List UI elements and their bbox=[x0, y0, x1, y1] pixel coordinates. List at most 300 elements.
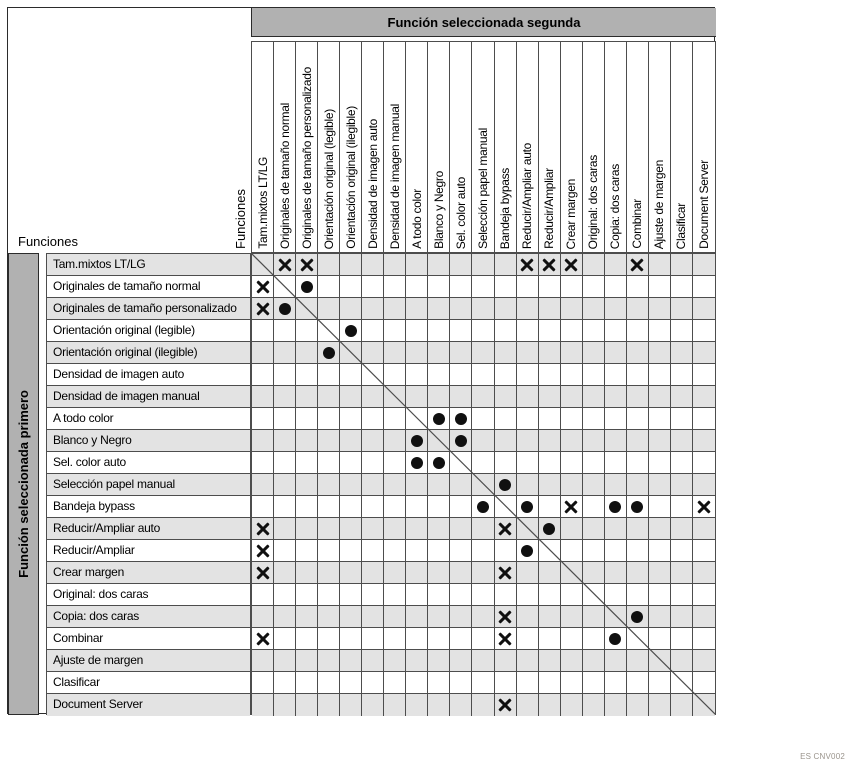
matrix-cell bbox=[472, 386, 494, 408]
matrix-cell bbox=[605, 672, 627, 694]
matrix-cell bbox=[693, 584, 715, 606]
matrix-cell bbox=[428, 672, 450, 694]
matrix-cell bbox=[472, 364, 494, 386]
matrix-cell bbox=[274, 562, 296, 584]
matrix-cell bbox=[252, 650, 274, 672]
matrix-cell bbox=[428, 408, 450, 430]
matrix-cell bbox=[318, 364, 340, 386]
matrix-cell bbox=[362, 562, 384, 584]
column-header bbox=[450, 42, 472, 252]
matrix-cell bbox=[495, 606, 517, 628]
matrix-cell bbox=[583, 452, 605, 474]
matrix-cell bbox=[561, 408, 583, 430]
matrix-cell bbox=[671, 606, 693, 628]
matrix-cell bbox=[428, 496, 450, 518]
matrix-cell bbox=[340, 452, 362, 474]
matrix-cell bbox=[362, 518, 384, 540]
matrix-cell bbox=[517, 474, 539, 496]
matrix-cell bbox=[495, 562, 517, 584]
matrix-cell bbox=[252, 584, 274, 606]
column-header bbox=[296, 42, 318, 252]
matrix-cell bbox=[406, 254, 428, 276]
matrix-cell bbox=[627, 672, 649, 694]
matrix-cell bbox=[296, 430, 318, 452]
matrix-cell bbox=[649, 364, 671, 386]
matrix-cell bbox=[318, 694, 340, 716]
cancels-dot-mark bbox=[631, 501, 643, 513]
matrix-cell bbox=[561, 276, 583, 298]
matrix-cell bbox=[450, 254, 472, 276]
matrix-cell bbox=[252, 452, 274, 474]
matrix-cell bbox=[671, 628, 693, 650]
matrix-cell bbox=[495, 342, 517, 364]
cancels-dot-mark bbox=[631, 611, 643, 623]
matrix-cell bbox=[517, 276, 539, 298]
matrix-cell bbox=[472, 584, 494, 606]
matrix-cell bbox=[517, 298, 539, 320]
row-label: Ajuste de margen bbox=[47, 650, 250, 672]
matrix-cell bbox=[340, 276, 362, 298]
matrix-cell bbox=[252, 694, 274, 716]
row-labels bbox=[46, 253, 251, 715]
matrix-cell bbox=[517, 562, 539, 584]
cancels-dot-mark bbox=[477, 501, 489, 513]
column-header-label: Crear margen bbox=[564, 178, 579, 249]
matrix-cell bbox=[274, 540, 296, 562]
matrix-cell bbox=[296, 628, 318, 650]
matrix-cell bbox=[252, 562, 274, 584]
matrix-cell bbox=[583, 430, 605, 452]
column-header bbox=[539, 42, 561, 252]
matrix-cell bbox=[296, 540, 318, 562]
matrix-cell bbox=[627, 364, 649, 386]
matrix-cell bbox=[340, 628, 362, 650]
matrix-cell bbox=[472, 694, 494, 716]
column-axis-title: Función seleccionada segunda bbox=[387, 14, 581, 30]
row-label: Original: dos caras bbox=[47, 584, 250, 606]
column-header bbox=[671, 42, 693, 252]
matrix-cell bbox=[472, 496, 494, 518]
cancels-dot-mark bbox=[455, 435, 467, 447]
matrix-cell bbox=[561, 562, 583, 584]
matrix-cell bbox=[472, 628, 494, 650]
matrix-cell bbox=[428, 386, 450, 408]
column-header-label: Selección papel manual bbox=[475, 128, 490, 249]
matrix-cell bbox=[296, 386, 318, 408]
matrix-cell bbox=[384, 628, 406, 650]
matrix-cell bbox=[296, 276, 318, 298]
matrix-cell bbox=[450, 606, 472, 628]
matrix-cell bbox=[539, 628, 561, 650]
matrix-cell bbox=[274, 342, 296, 364]
matrix-cell bbox=[318, 628, 340, 650]
matrix-cell bbox=[605, 254, 627, 276]
matrix-cell bbox=[318, 672, 340, 694]
matrix-cell bbox=[340, 386, 362, 408]
matrix-cell bbox=[539, 430, 561, 452]
matrix-cell bbox=[517, 540, 539, 562]
matrix-cell bbox=[539, 650, 561, 672]
matrix-cell bbox=[649, 496, 671, 518]
matrix-cell bbox=[472, 518, 494, 540]
matrix-cell bbox=[693, 518, 715, 540]
matrix-cell bbox=[428, 342, 450, 364]
matrix-cell bbox=[362, 672, 384, 694]
matrix-cell bbox=[561, 540, 583, 562]
column-header-label: Combinar bbox=[630, 199, 645, 249]
matrix-cell bbox=[517, 254, 539, 276]
matrix-cell bbox=[693, 364, 715, 386]
matrix-cell bbox=[362, 694, 384, 716]
matrix-cell bbox=[296, 320, 318, 342]
matrix-cell bbox=[384, 342, 406, 364]
matrix-cell bbox=[649, 606, 671, 628]
matrix-cell bbox=[583, 364, 605, 386]
matrix-cell bbox=[450, 276, 472, 298]
matrix-cell bbox=[406, 606, 428, 628]
matrix-cell bbox=[495, 254, 517, 276]
matrix-cell bbox=[428, 320, 450, 342]
matrix-cell bbox=[627, 540, 649, 562]
matrix-cell bbox=[274, 254, 296, 276]
matrix-cell bbox=[605, 408, 627, 430]
matrix-cell bbox=[583, 342, 605, 364]
matrix-cell bbox=[561, 452, 583, 474]
column-header-label: Ajuste de margen bbox=[652, 159, 667, 249]
matrix-cell bbox=[362, 540, 384, 562]
matrix-cell bbox=[384, 672, 406, 694]
matrix-cell bbox=[495, 496, 517, 518]
matrix-cell bbox=[362, 364, 384, 386]
matrix-cell bbox=[671, 364, 693, 386]
matrix-cell bbox=[274, 672, 296, 694]
matrix-cell bbox=[384, 364, 406, 386]
matrix-cell bbox=[450, 452, 472, 474]
matrix-cell bbox=[583, 562, 605, 584]
matrix-cell bbox=[472, 474, 494, 496]
matrix-cell bbox=[671, 694, 693, 716]
matrix-cell bbox=[472, 254, 494, 276]
matrix-cell bbox=[252, 540, 274, 562]
matrix-cell bbox=[649, 298, 671, 320]
cancels-dot-mark bbox=[279, 303, 291, 315]
matrix-cell bbox=[318, 518, 340, 540]
matrix-cell bbox=[495, 650, 517, 672]
matrix-cell bbox=[649, 320, 671, 342]
matrix-cell bbox=[472, 430, 494, 452]
matrix-cell bbox=[517, 320, 539, 342]
matrix-cell bbox=[384, 276, 406, 298]
row-label: Reducir/Ampliar bbox=[47, 540, 250, 562]
matrix-cell bbox=[495, 584, 517, 606]
matrix-cell bbox=[649, 628, 671, 650]
column-header bbox=[274, 42, 296, 252]
matrix-cell bbox=[362, 584, 384, 606]
matrix-cell bbox=[428, 650, 450, 672]
matrix-cell bbox=[450, 584, 472, 606]
matrix-cell bbox=[561, 606, 583, 628]
column-header-label: Reducir/Ampliar bbox=[542, 168, 557, 249]
matrix-cell bbox=[649, 342, 671, 364]
incompatible-x-mark bbox=[255, 565, 270, 580]
cancels-dot-mark bbox=[301, 281, 313, 293]
column-header bbox=[318, 42, 340, 252]
matrix-cell bbox=[450, 342, 472, 364]
matrix-cell bbox=[384, 320, 406, 342]
matrix-cell bbox=[428, 584, 450, 606]
matrix-cell bbox=[318, 650, 340, 672]
matrix-cell bbox=[627, 408, 649, 430]
matrix-cell bbox=[671, 474, 693, 496]
matrix-cell bbox=[517, 430, 539, 452]
matrix-cell bbox=[539, 452, 561, 474]
matrix-cell bbox=[362, 606, 384, 628]
cancels-dot-mark bbox=[543, 523, 555, 535]
matrix-cell bbox=[274, 408, 296, 430]
row-label: Orientación original (ilegible) bbox=[47, 342, 250, 364]
matrix-cell bbox=[627, 298, 649, 320]
column-header bbox=[428, 42, 450, 252]
matrix-cell bbox=[472, 342, 494, 364]
matrix-cell bbox=[428, 452, 450, 474]
matrix-cell bbox=[539, 518, 561, 540]
cancels-dot-mark bbox=[323, 347, 335, 359]
matrix-cell bbox=[450, 694, 472, 716]
figure-code: ES CNV002 bbox=[800, 752, 845, 761]
matrix-cell bbox=[561, 364, 583, 386]
matrix-cell bbox=[318, 452, 340, 474]
column-header bbox=[627, 42, 649, 252]
matrix-cell bbox=[649, 562, 671, 584]
matrix-cell bbox=[384, 430, 406, 452]
matrix-cell bbox=[406, 496, 428, 518]
matrix-cell bbox=[649, 408, 671, 430]
row-label: Bandeja bypass bbox=[47, 496, 250, 518]
column-header-label: Densidad de imagen manual bbox=[387, 103, 402, 249]
matrix-cell bbox=[495, 672, 517, 694]
row-axis-title: Función seleccionada primero bbox=[16, 390, 31, 578]
matrix-cell bbox=[450, 518, 472, 540]
matrix-cell bbox=[384, 606, 406, 628]
matrix-cell bbox=[340, 496, 362, 518]
matrix-cell bbox=[274, 474, 296, 496]
matrix-cell bbox=[384, 452, 406, 474]
matrix-cell bbox=[384, 518, 406, 540]
matrix-cell bbox=[252, 430, 274, 452]
matrix-cell bbox=[252, 298, 274, 320]
matrix-cell bbox=[428, 364, 450, 386]
matrix-cell bbox=[693, 496, 715, 518]
matrix-cell bbox=[252, 672, 274, 694]
matrix-cell bbox=[384, 408, 406, 430]
column-header bbox=[605, 42, 627, 252]
matrix-cell bbox=[605, 584, 627, 606]
matrix-cell bbox=[627, 320, 649, 342]
matrix-cell bbox=[649, 276, 671, 298]
column-header bbox=[649, 42, 671, 252]
matrix-cell bbox=[627, 430, 649, 452]
matrix-cell bbox=[671, 386, 693, 408]
column-header-label: Document Server bbox=[696, 160, 711, 249]
matrix-cell bbox=[340, 298, 362, 320]
matrix-cell bbox=[318, 342, 340, 364]
matrix-cell bbox=[649, 452, 671, 474]
matrix-cell bbox=[406, 584, 428, 606]
matrix-cell bbox=[252, 386, 274, 408]
matrix-cell bbox=[274, 430, 296, 452]
matrix-cell bbox=[649, 430, 671, 452]
matrix-cell bbox=[649, 584, 671, 606]
matrix-cell bbox=[605, 342, 627, 364]
matrix-cell bbox=[605, 386, 627, 408]
matrix-cell bbox=[362, 254, 384, 276]
matrix-cell bbox=[583, 474, 605, 496]
matrix-cell bbox=[340, 650, 362, 672]
matrix-cell bbox=[296, 342, 318, 364]
matrix-cell bbox=[472, 408, 494, 430]
matrix-cell bbox=[693, 650, 715, 672]
matrix-cell bbox=[495, 364, 517, 386]
matrix-cell bbox=[252, 276, 274, 298]
matrix-cell bbox=[340, 430, 362, 452]
matrix-cell bbox=[450, 298, 472, 320]
matrix-cell bbox=[561, 518, 583, 540]
matrix-cell bbox=[428, 606, 450, 628]
corner-label-horizontal: Funciones bbox=[18, 234, 78, 249]
matrix-cell bbox=[450, 540, 472, 562]
column-header-label: Bandeja bypass bbox=[498, 167, 513, 249]
matrix-cell bbox=[384, 298, 406, 320]
matrix-cell bbox=[649, 672, 671, 694]
matrix-cell bbox=[649, 518, 671, 540]
row-label: Orientación original (legible) bbox=[47, 320, 250, 342]
matrix-cell bbox=[583, 606, 605, 628]
matrix-cell bbox=[495, 694, 517, 716]
column-header-label: Originales de tamaño personalizado bbox=[299, 67, 314, 249]
matrix-cell bbox=[517, 606, 539, 628]
matrix-cell bbox=[296, 694, 318, 716]
matrix-cell bbox=[362, 342, 384, 364]
matrix-cell bbox=[495, 540, 517, 562]
matrix-cell bbox=[362, 276, 384, 298]
matrix-cell bbox=[627, 276, 649, 298]
compatibility-matrix-table bbox=[7, 7, 715, 714]
row-label: Densidad de imagen auto bbox=[47, 364, 250, 386]
matrix-cell bbox=[693, 254, 715, 276]
matrix-cell bbox=[472, 650, 494, 672]
matrix-cell bbox=[450, 474, 472, 496]
matrix-cell bbox=[517, 628, 539, 650]
matrix-cell bbox=[517, 386, 539, 408]
matrix-cell bbox=[495, 452, 517, 474]
incompatible-x-mark bbox=[498, 609, 513, 624]
matrix-cell bbox=[539, 254, 561, 276]
matrix-cell bbox=[472, 540, 494, 562]
incompatible-x-mark bbox=[520, 257, 535, 272]
matrix-cell bbox=[450, 562, 472, 584]
matrix-cell bbox=[627, 386, 649, 408]
row-label: Combinar bbox=[47, 628, 250, 650]
matrix-cell bbox=[274, 496, 296, 518]
matrix-cell bbox=[274, 298, 296, 320]
matrix-cell bbox=[340, 254, 362, 276]
incompatible-x-mark bbox=[255, 543, 270, 558]
column-header bbox=[340, 42, 362, 252]
matrix-cell bbox=[252, 408, 274, 430]
matrix-cell bbox=[406, 474, 428, 496]
incompatible-x-mark bbox=[255, 279, 270, 294]
matrix-cell bbox=[671, 672, 693, 694]
matrix-cell bbox=[495, 518, 517, 540]
matrix-cell bbox=[384, 496, 406, 518]
matrix-cell bbox=[627, 562, 649, 584]
matrix-cell bbox=[627, 628, 649, 650]
matrix-cell bbox=[583, 254, 605, 276]
matrix-cell bbox=[406, 518, 428, 540]
matrix-cell bbox=[583, 276, 605, 298]
matrix-cell bbox=[693, 320, 715, 342]
matrix-cell bbox=[649, 694, 671, 716]
matrix-cell bbox=[627, 584, 649, 606]
matrix-cell bbox=[362, 408, 384, 430]
column-header-label: Tam.mixtos LT/LG bbox=[255, 157, 270, 249]
matrix-cell bbox=[428, 562, 450, 584]
matrix-cell bbox=[539, 474, 561, 496]
matrix-cell bbox=[539, 408, 561, 430]
matrix-cell bbox=[384, 474, 406, 496]
matrix-cell bbox=[495, 628, 517, 650]
cancels-dot-mark bbox=[455, 413, 467, 425]
matrix-cell bbox=[252, 320, 274, 342]
row-label: Densidad de imagen manual bbox=[47, 386, 250, 408]
matrix-cell bbox=[539, 540, 561, 562]
matrix-cell bbox=[539, 298, 561, 320]
matrix-cell bbox=[583, 540, 605, 562]
matrix-cell bbox=[274, 628, 296, 650]
cancels-dot-mark bbox=[345, 325, 357, 337]
cancels-dot-mark bbox=[521, 545, 533, 557]
matrix-cell bbox=[539, 342, 561, 364]
matrix-cell bbox=[274, 650, 296, 672]
row-label: Sel. color auto bbox=[47, 452, 250, 474]
incompatible-x-mark bbox=[255, 301, 270, 316]
matrix-cell bbox=[495, 320, 517, 342]
matrix-cell bbox=[450, 430, 472, 452]
matrix-cell bbox=[605, 628, 627, 650]
matrix-cell bbox=[517, 364, 539, 386]
matrix-cell bbox=[252, 474, 274, 496]
matrix-cell bbox=[693, 276, 715, 298]
matrix-cell bbox=[362, 474, 384, 496]
row-axis-title-band bbox=[8, 253, 39, 715]
matrix-cell bbox=[472, 562, 494, 584]
matrix-cell bbox=[517, 496, 539, 518]
matrix-cell bbox=[671, 584, 693, 606]
matrix-cell bbox=[495, 298, 517, 320]
matrix-cell bbox=[252, 628, 274, 650]
matrix-cell bbox=[605, 606, 627, 628]
matrix-cell bbox=[340, 584, 362, 606]
incompatible-x-mark bbox=[564, 257, 579, 272]
matrix-cell bbox=[539, 496, 561, 518]
matrix-cell bbox=[583, 628, 605, 650]
matrix-cell bbox=[517, 452, 539, 474]
matrix-cell bbox=[450, 320, 472, 342]
matrix-cell bbox=[649, 650, 671, 672]
cancels-dot-mark bbox=[433, 457, 445, 469]
matrix-cell bbox=[428, 518, 450, 540]
matrix-cell bbox=[605, 562, 627, 584]
